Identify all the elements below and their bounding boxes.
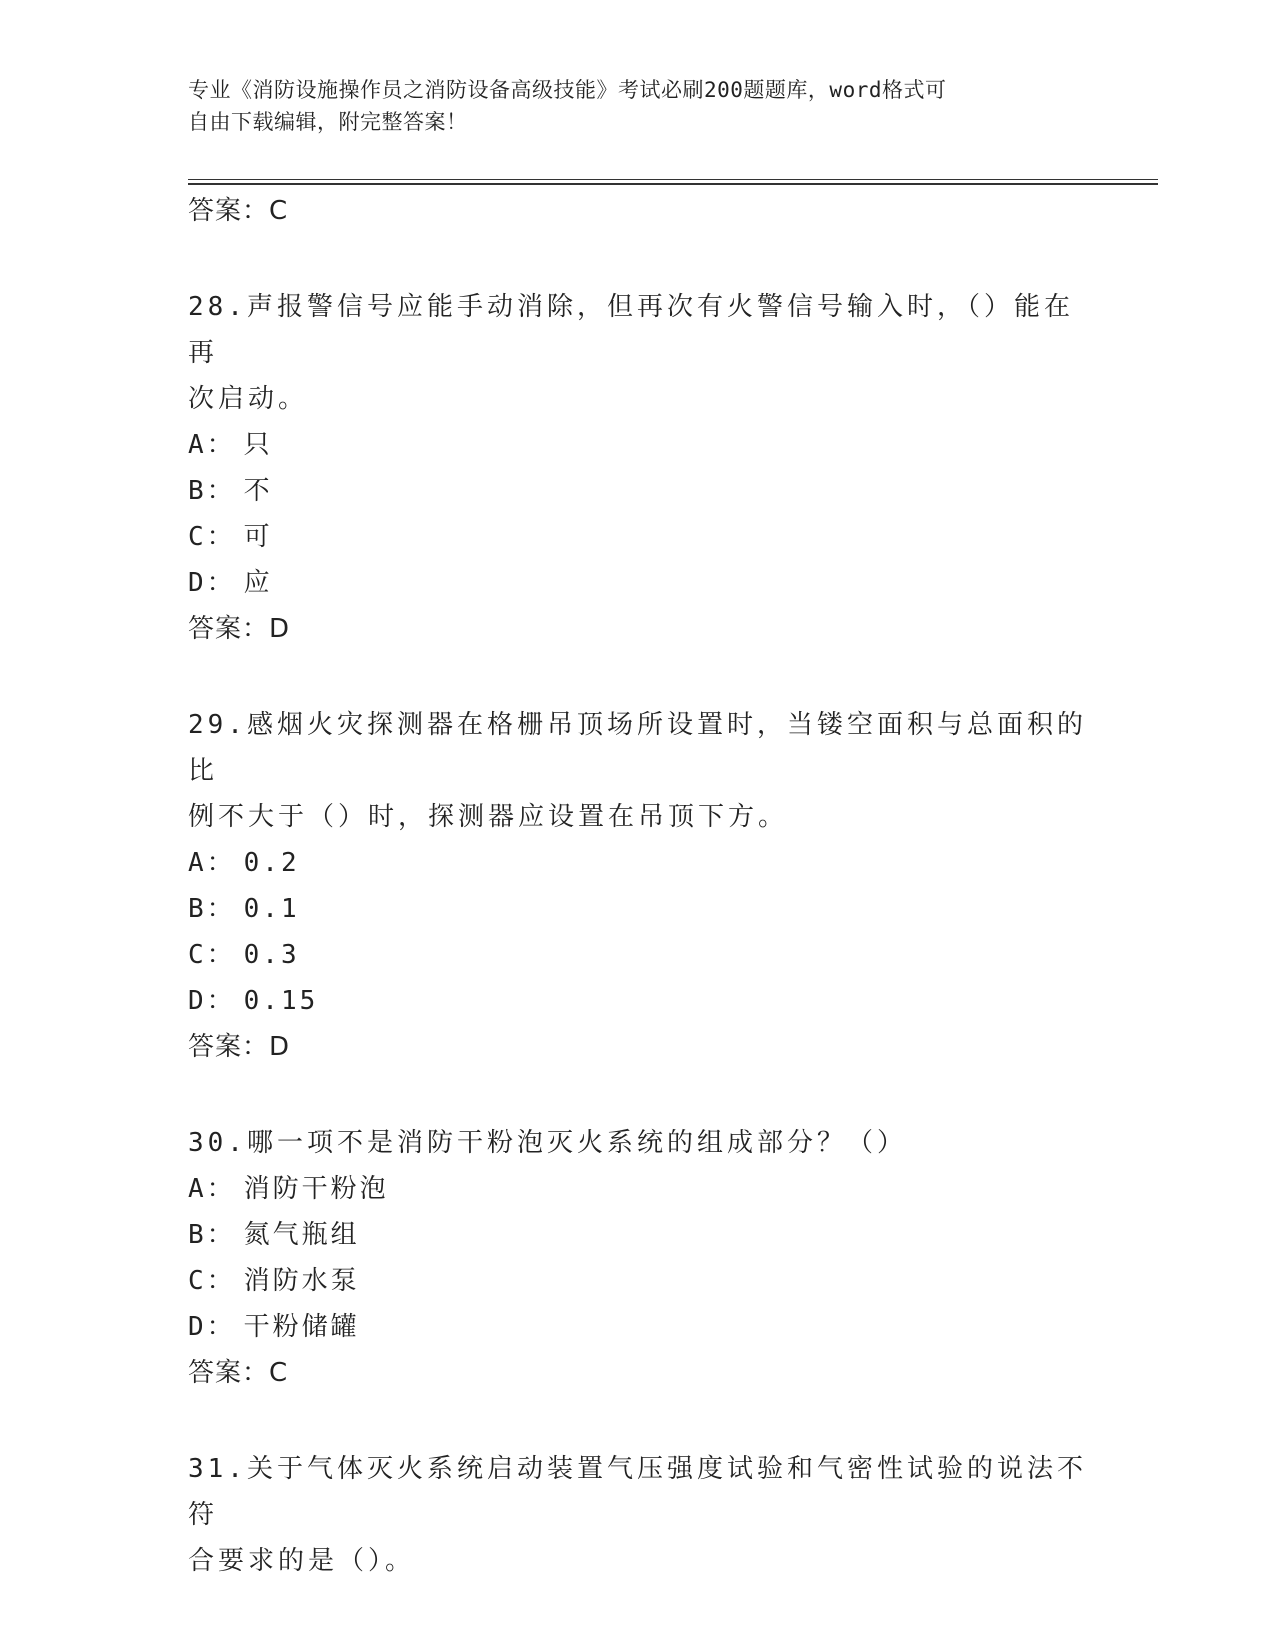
option-a bbox=[188, 422, 1088, 468]
header-line-1: 专业《消防设施操作员之消防设备高级技能》考试必刷200题题库，word格式可 bbox=[188, 78, 947, 102]
question-text: 31.关于气体灭火系统启动装置气压强度试验和气密性试验的说法不符 bbox=[188, 1454, 1087, 1530]
option-label: C： bbox=[188, 522, 236, 552]
option-value: 应 bbox=[243, 568, 273, 598]
question-28 bbox=[188, 284, 1088, 652]
option-label: A： bbox=[188, 848, 236, 878]
option-label: D： bbox=[188, 986, 236, 1016]
option-value: 消防干粉泡 bbox=[243, 1174, 389, 1204]
question-text-continued: 例不大于（）时，探测器应设置在吊顶下方。 bbox=[188, 802, 789, 832]
question-text: 29.感烟火灾探测器在格栅吊顶场所设置时，当镂空面积与总面积的比 bbox=[188, 710, 1087, 786]
question-30 bbox=[188, 1120, 1088, 1396]
option-label: D： bbox=[188, 1312, 236, 1342]
option-c bbox=[188, 932, 1088, 978]
option-label: C： bbox=[188, 1266, 236, 1296]
header-divider-thin bbox=[188, 179, 1158, 180]
option-c bbox=[188, 1258, 1088, 1304]
option-value: 0.15 bbox=[243, 986, 319, 1016]
answer-line: 答案：D bbox=[188, 614, 291, 644]
question-text: 30.哪一项不是消防干粉泡灭火系统的组成部分？（） bbox=[188, 1128, 907, 1158]
option-value: 0.1 bbox=[243, 894, 300, 924]
option-d bbox=[188, 1304, 1088, 1350]
option-label: A： bbox=[188, 1174, 236, 1204]
option-label: A： bbox=[188, 430, 236, 460]
option-d bbox=[188, 978, 1088, 1024]
document-body bbox=[188, 188, 1088, 1584]
option-value: 只 bbox=[243, 430, 273, 460]
question-29 bbox=[188, 702, 1088, 1070]
option-b bbox=[188, 468, 1088, 514]
option-label: B： bbox=[188, 894, 236, 924]
option-a bbox=[188, 1166, 1088, 1212]
question-31 bbox=[188, 1446, 1088, 1584]
option-value: 干粉储罐 bbox=[243, 1312, 360, 1342]
header-line-2: 自由下载编辑，附完整答案！ bbox=[188, 110, 468, 134]
option-b bbox=[188, 1212, 1088, 1258]
option-value: 氮气瓶组 bbox=[243, 1220, 360, 1250]
answer-line: 答案：C bbox=[188, 196, 289, 226]
option-value: 消防水泵 bbox=[243, 1266, 360, 1296]
option-d bbox=[188, 560, 1088, 606]
option-c bbox=[188, 514, 1088, 560]
option-a bbox=[188, 840, 1088, 886]
option-value: 0.2 bbox=[243, 848, 300, 878]
option-label: D： bbox=[188, 568, 236, 598]
header-divider-thick bbox=[188, 183, 1158, 185]
question-text-continued: 合要求的是（）。 bbox=[188, 1546, 416, 1576]
option-label: B： bbox=[188, 1220, 236, 1250]
question-text-continued: 次启动。 bbox=[188, 384, 309, 414]
answer-line: 答案：D bbox=[188, 1032, 291, 1062]
question-text: 28.声报警信号应能手动消除，但再次有火警信号输入时，（）能在再 bbox=[188, 292, 1074, 368]
option-value: 可 bbox=[243, 522, 273, 552]
answer-line: 答案：C bbox=[188, 1358, 289, 1388]
option-value: 不 bbox=[243, 476, 273, 506]
option-value: 0.3 bbox=[243, 940, 300, 970]
option-b bbox=[188, 886, 1088, 932]
option-label: B： bbox=[188, 476, 236, 506]
document-header bbox=[188, 74, 1068, 138]
option-label: C： bbox=[188, 940, 236, 970]
